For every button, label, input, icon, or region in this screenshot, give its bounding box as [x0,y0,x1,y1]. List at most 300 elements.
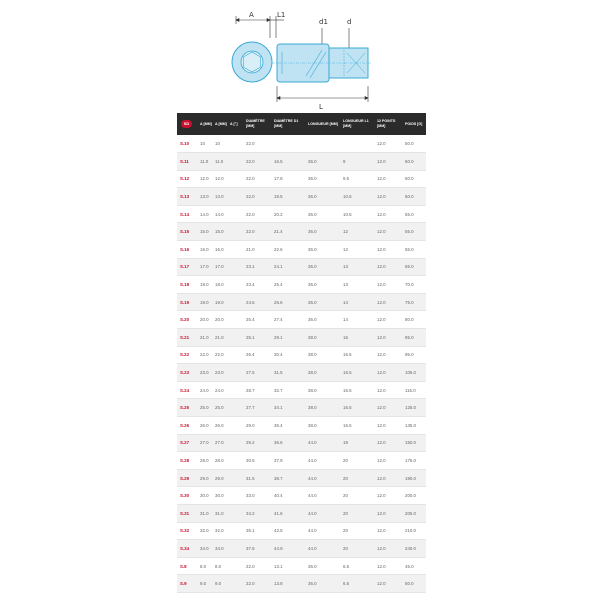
table-cell: 15.0 [212,223,227,241]
table-cell: 115.0 [402,381,426,399]
table-row [177,381,426,399]
table-cell: 20.0 [212,311,227,329]
table-cell: 80.0 [402,311,426,329]
product-ref: S.34 [177,540,197,558]
table-cell: 20 [340,469,374,487]
product-ref: S.9 [177,575,197,593]
table-row [177,135,426,153]
product-ref: S.20 [177,311,197,329]
table-row [177,557,426,575]
label-l1: L1 [277,11,286,19]
table-cell: 16.0 [212,241,227,259]
table-cell [227,205,243,223]
table-cell [227,487,243,505]
table-cell [227,346,243,364]
table-cell [227,135,243,153]
label-l: L [319,103,323,111]
table-cell: 19 [340,434,374,452]
table-cell: 44.0 [305,504,340,522]
table-cell: 21.0 [197,329,212,347]
table-row [177,205,426,223]
product-ref: S.30 [177,487,197,505]
table-cell: 23.4 [243,276,271,294]
table-cell [340,135,374,153]
table-cell [227,469,243,487]
table-cell: 22.0 [243,575,271,593]
table-row [177,522,426,540]
product-ref: S.13 [177,188,197,206]
table-cell: 26.0 [197,417,212,435]
table-cell: 19.0 [212,293,227,311]
table-cell: 36.0 [305,188,340,206]
product-ref: S.16 [177,241,197,259]
column-header: DIAMÈTRE [MM] [246,119,265,128]
table-cell: 30.4 [271,346,305,364]
table-cell [227,293,243,311]
table-body [177,135,426,592]
table-cell: 32.0 [212,522,227,540]
table-cell: 25.0 [197,399,212,417]
spec-table [177,113,426,593]
table-cell: 12.0 [374,469,402,487]
table-cell: 14.0 [197,205,212,223]
column-header: DIAMÈTRE D1 [MM] [274,119,299,128]
table-cell [227,504,243,522]
table-cell: 24.1 [271,258,305,276]
table-cell: 12.0 [374,329,402,347]
table-cell [227,434,243,452]
table-cell: 21.0 [243,241,271,259]
table-cell: 44.0 [305,469,340,487]
table-cell [227,241,243,259]
table-cell: 12.0 [374,135,402,153]
table-cell: 240.0 [402,540,426,558]
table-cell [227,170,243,188]
table-cell: 26.6 [271,293,305,311]
table-cell: 13 [340,258,374,276]
table-cell: 44.0 [305,540,340,558]
column-header: LONGUEUR L1 [MM] [343,119,369,128]
table-cell: 22.6 [271,241,305,259]
table-cell: 45.0 [402,557,426,575]
label-d: d [347,18,352,26]
table-cell: 36.0 [305,311,340,329]
table-cell: 50.0 [402,188,426,206]
table-cell: 38.7 [271,469,305,487]
product-ref: S.23 [177,364,197,382]
table-cell: 16 [340,329,374,347]
table-cell: 23.0 [197,364,212,382]
table-cell: 200.0 [402,487,426,505]
table-cell: 85.0 [402,329,426,347]
table-row [177,346,426,364]
product-ref: S.14 [177,205,197,223]
table-cell: 28.7 [243,381,271,399]
table-cell: 12 [340,223,374,241]
table-cell: 38.0 [305,346,340,364]
table-cell: 30.0 [197,487,212,505]
table-cell [227,223,243,241]
table-cell: 36.0 [305,557,340,575]
table-cell: 20 [340,452,374,470]
table-cell: 12.0 [374,223,402,241]
table-cell: 175.0 [402,452,426,470]
table-cell: 30.0 [212,487,227,505]
spec-table-container [177,113,426,596]
table-row [177,311,426,329]
table-cell: 36.0 [305,205,340,223]
table-cell [227,311,243,329]
table-row [177,223,426,241]
table-cell: 12.0 [374,522,402,540]
table-cell: 22.0 [212,346,227,364]
table-cell: 34.0 [212,540,227,558]
product-ref: S.8 [177,557,197,575]
table-cell: 36.0 [305,258,340,276]
socket-side-view [272,44,372,82]
product-ref: S.15 [177,223,197,241]
table-cell: 21.4 [271,223,305,241]
table-cell: 30.5 [243,452,271,470]
table-cell: 22.0 [243,135,271,153]
product-ref: S.12 [177,170,197,188]
table-cell: 27.0 [212,434,227,452]
product-ref: S.10 [177,135,197,153]
table-cell: 22.0 [243,205,271,223]
table-cell: 13 [340,276,374,294]
table-cell: 150.0 [402,434,426,452]
table-cell: 18.5 [271,188,305,206]
table-row [177,487,426,505]
table-cell: 10 [212,135,227,153]
table-cell: 10.5 [340,205,374,223]
table-cell [227,329,243,347]
table-cell: 16.5 [340,417,374,435]
table-row [177,469,426,487]
product-ref: S.24 [177,381,197,399]
table-cell: 17.0 [197,258,212,276]
product-ref: S.28 [177,452,197,470]
table-row [177,399,426,417]
table-cell: 125.0 [402,399,426,417]
table-row [177,540,426,558]
table-cell: 15.0 [197,223,212,241]
table-cell: 14.0 [212,205,227,223]
table-cell [227,153,243,171]
table-cell: 38.0 [305,417,340,435]
table-cell: 12.0 [374,276,402,294]
table-cell: 29.0 [243,417,271,435]
table-cell: 50.0 [402,153,426,171]
table-cell: 25.1 [243,329,271,347]
table-cell: 10 [197,135,212,153]
table-cell: 11.0 [197,153,212,171]
table-cell: 29.0 [212,469,227,487]
table-cell: 35.1 [243,522,271,540]
table-cell [227,188,243,206]
brand-logo: SD [181,120,192,128]
table-cell: 38.0 [305,399,340,417]
table-cell: 42.5 [271,522,305,540]
table-cell: 12.0 [374,188,402,206]
table-cell: 11.0 [212,153,227,171]
table-cell: 6.5 [340,557,374,575]
table-cell: 50.0 [402,170,426,188]
socket-drawing [222,10,382,112]
product-ref: S.26 [177,417,197,435]
product-ref: S.11 [177,153,197,171]
table-cell: 9.0 [212,575,227,593]
table-cell: 20.2 [271,205,305,223]
table-cell: 210.0 [402,522,426,540]
table-cell: 10.5 [340,188,374,206]
table-cell [227,540,243,558]
table-cell: 36.0 [305,241,340,259]
table-cell: 16.5 [340,381,374,399]
table-cell: 18.0 [197,276,212,294]
table-cell: 38.0 [305,381,340,399]
table-row [177,241,426,259]
table-cell: 38.0 [305,364,340,382]
table-cell: 44.0 [305,487,340,505]
table-cell: 13.0 [197,188,212,206]
table-cell: 16.5 [271,153,305,171]
table-cell: 22.0 [243,170,271,188]
table-cell [227,452,243,470]
table-row [177,364,426,382]
table-cell: 13.8 [271,575,305,593]
table-cell: 20 [340,522,374,540]
table-cell: 12 [340,241,374,259]
table-cell: 16.5 [340,399,374,417]
table-cell: 36.0 [305,170,340,188]
table-cell: 8.0 [212,557,227,575]
table-cell: 65.0 [402,258,426,276]
table-cell [227,381,243,399]
table-cell: 50.0 [402,135,426,153]
table-cell: 36.0 [305,153,340,171]
table-cell: 50.0 [402,575,426,593]
table-cell: 13.0 [212,188,227,206]
table-cell: 12.0 [374,311,402,329]
brand-logo-cell [177,113,197,135]
table-cell: 31.5 [271,364,305,382]
table-cell: 41.6 [271,504,305,522]
table-cell: 12.0 [197,170,212,188]
table-cell: 40.4 [271,487,305,505]
table-cell: 16.5 [340,346,374,364]
table-cell [305,135,340,153]
table-cell: 24.0 [212,381,227,399]
table-row [177,276,426,294]
product-ref: S.21 [177,329,197,347]
table-cell: 55.0 [402,223,426,241]
table-cell: 23.0 [212,364,227,382]
table-cell: 34.0 [197,540,212,558]
table-cell [227,522,243,540]
table-cell [227,557,243,575]
table-cell: 12.0 [374,205,402,223]
column-header: POIDS [G] [405,121,423,126]
table-cell: 205.0 [402,504,426,522]
table-cell: 20 [340,504,374,522]
product-ref: S.22 [177,346,197,364]
table-cell: 12.0 [374,504,402,522]
product-ref: S.19 [177,293,197,311]
table-cell: 105.0 [402,364,426,382]
table-cell: 14 [340,293,374,311]
table-cell: 38.0 [305,329,340,347]
table-cell [271,135,305,153]
table-cell: 25.4 [271,276,305,294]
column-header: A [MM] [215,121,227,126]
table-cell: 18.0 [212,276,227,294]
table-cell: 9.5 [340,170,374,188]
table-cell: 20.0 [197,311,212,329]
table-cell: 31.0 [212,504,227,522]
table-cell [227,399,243,417]
table-cell: 27.0 [197,434,212,452]
table-cell: 12.0 [212,170,227,188]
table-cell: 20 [340,540,374,558]
table-cell: 16.0 [197,241,212,259]
column-header: A [MM] [200,121,212,126]
product-ref: S.32 [177,522,197,540]
table-cell: 12.0 [374,417,402,435]
table-cell: 31.5 [243,469,271,487]
table-cell: 37.9 [271,452,305,470]
table-cell: 32.0 [197,522,212,540]
table-row [177,434,426,452]
product-ref: S.31 [177,504,197,522]
table-cell: 21.0 [212,329,227,347]
table-cell: 28.0 [212,452,227,470]
table-cell: 44.9 [271,540,305,558]
table-cell: 44.0 [305,434,340,452]
table-cell: 26.4 [243,346,271,364]
column-header: LONGUEUR [MM] [308,121,338,126]
table-row [177,170,426,188]
table-cell: 75.0 [402,293,426,311]
table-cell: 135.0 [402,417,426,435]
table-cell: 22.0 [243,153,271,171]
table-cell: 12.0 [374,487,402,505]
table-cell: 95.0 [402,346,426,364]
table-cell: 22.0 [197,346,212,364]
table-cell: 12.0 [374,381,402,399]
table-cell: 17.0 [212,258,227,276]
column-header: A ["] [230,121,238,126]
table-cell [227,417,243,435]
table-cell [227,258,243,276]
table-row [177,452,426,470]
table-cell: 12.0 [374,258,402,276]
table-cell [227,364,243,382]
table-cell: 190.0 [402,469,426,487]
column-header: 12 POINTS [MM] [377,119,396,128]
table-cell: 34.2 [243,504,271,522]
table-cell: 44.0 [305,522,340,540]
table-cell [227,575,243,593]
table-cell: 31.0 [197,504,212,522]
table-row [177,575,426,593]
label-a: A [249,11,254,19]
table-cell: 22.0 [243,223,271,241]
table-cell: 12.0 [374,241,402,259]
table-cell: 16.5 [340,364,374,382]
table-cell: 22.0 [243,188,271,206]
table-cell: 27.5 [243,364,271,382]
product-ref: S.29 [177,469,197,487]
table-row [177,504,426,522]
table-cell: 44.0 [305,452,340,470]
table-cell: 25.0 [212,399,227,417]
table-row [177,293,426,311]
table-cell: 36.0 [305,223,340,241]
table-cell: 34.1 [271,399,305,417]
table-cell: 12.0 [374,399,402,417]
table-cell: 36.6 [271,434,305,452]
table-cell: 12.0 [374,346,402,364]
table-cell: 17.8 [271,170,305,188]
table-header-row [177,113,426,135]
table-cell: 55.0 [402,241,426,259]
table-cell: 32.7 [271,381,305,399]
table-cell: 12.0 [374,153,402,171]
table-cell: 20 [340,487,374,505]
table-row [177,329,426,347]
table-cell: 12.0 [374,575,402,593]
product-ref: S.25 [177,399,197,417]
table-cell: 29.1 [271,329,305,347]
table-cell: 55.0 [402,205,426,223]
table-cell: 36.0 [305,293,340,311]
product-ref: S.17 [177,258,197,276]
product-ref: S.27 [177,434,197,452]
table-cell: 12.0 [374,293,402,311]
table-cell: 37.5 [243,540,271,558]
table-cell: 25.4 [243,311,271,329]
table-cell: 13.1 [271,557,305,575]
table-cell: 27.7 [243,399,271,417]
product-ref: S.18 [177,276,197,294]
table-cell: 14 [340,311,374,329]
table-cell: 9 [340,153,374,171]
table-row [177,258,426,276]
table-cell [227,276,243,294]
table-cell: 70.0 [402,276,426,294]
table-cell: 22.0 [243,557,271,575]
table-cell: 36.0 [305,276,340,294]
table-cell: 29.2 [243,434,271,452]
socket-end-view [232,42,272,82]
table-cell: 24.0 [197,381,212,399]
table-cell: 12.0 [374,170,402,188]
table-cell: 28.0 [197,452,212,470]
label-d1: d1 [319,18,328,26]
table-cell: 27.4 [271,311,305,329]
table-row [177,417,426,435]
table-cell: 8.0 [197,557,212,575]
table-cell: 33.0 [243,487,271,505]
table-cell: 12.0 [374,557,402,575]
table-cell: 36.0 [305,575,340,593]
table-row [177,153,426,171]
table-cell: 23.1 [243,258,271,276]
table-cell: 29.0 [197,469,212,487]
table-cell: 12.0 [374,540,402,558]
table-cell: 24.6 [243,293,271,311]
